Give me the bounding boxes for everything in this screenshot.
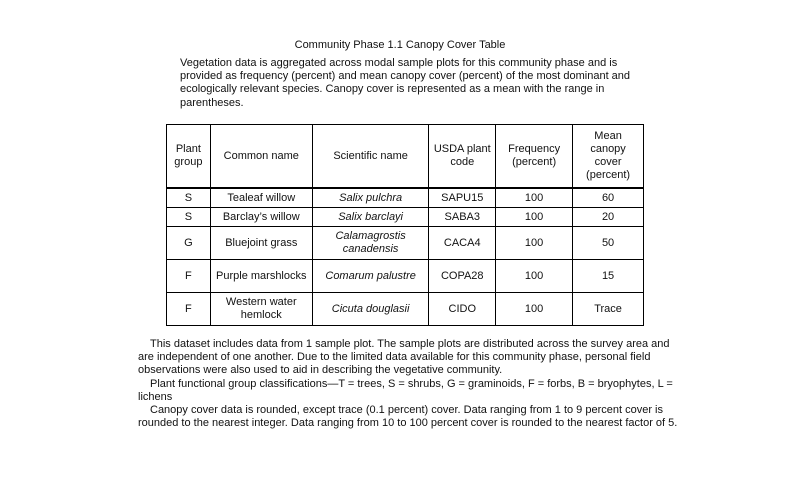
cell-common-name: Western water hemlock bbox=[210, 293, 312, 326]
cell-plant-group: S bbox=[167, 188, 211, 208]
cell-usda-code: SAPU15 bbox=[429, 188, 496, 208]
cell-scientific-name: Calamagrostis canadensis bbox=[312, 227, 429, 260]
cell-plant-group: F bbox=[167, 293, 211, 326]
cell-plant-group: F bbox=[167, 260, 211, 293]
header-usda-code: USDA plant code bbox=[429, 125, 496, 189]
cell-usda-code: COPA28 bbox=[429, 260, 496, 293]
cell-plant-group: G bbox=[167, 227, 211, 260]
cell-common-name: Tealeaf willow bbox=[210, 188, 312, 208]
cell-scientific-name: Cicuta douglasii bbox=[312, 293, 429, 326]
intro-paragraph: Vegetation data is aggregated across modal sample plots for this community phase and is provided as frequency (percent) and mean canopy cover (percent) of the most dominant and ecologically relevant species. Canopy cover is represented as a mean with the range in parentheses. bbox=[180, 57, 631, 109]
header-frequency: Frequency (percent) bbox=[496, 125, 573, 189]
cell-plant-group: S bbox=[167, 208, 211, 227]
table-header-row bbox=[167, 125, 644, 189]
cell-usda-code: SABA3 bbox=[429, 208, 496, 227]
cell-scientific-name: Salix barclayi bbox=[312, 208, 429, 227]
cell-frequency: 100 bbox=[496, 293, 573, 326]
canopy-cover-table bbox=[166, 124, 644, 326]
cell-common-name: Barclay’s willow bbox=[210, 208, 312, 227]
cell-usda-code: CACA4 bbox=[429, 227, 496, 260]
note-functional-groups: Plant functional group classifications—T = trees, S = shrubs, G = graminoids, F = forbs, B = bryophytes, L = lichens bbox=[138, 377, 673, 403]
table-row bbox=[167, 208, 644, 227]
note-sample-plots: This dataset includes data from 1 sample plot. The sample plots are distributed across the survey area and are independent of one another. Due to the limited data available for this community phase, personal field observations were also used to aid in describing the vegetative community. bbox=[138, 338, 670, 377]
table-notes bbox=[138, 338, 678, 430]
header-plant-group: Plant group bbox=[167, 125, 211, 189]
cell-mean-cover: 15 bbox=[573, 260, 644, 293]
header-mean-cover: Mean canopy cover (percent) bbox=[573, 125, 644, 189]
table-title: Community Phase 1.1 Canopy Cover Table bbox=[294, 39, 506, 51]
cell-mean-cover: 20 bbox=[573, 208, 644, 227]
note-rounding: Canopy cover data is rounded, except trace (0.1 percent) cover. Data ranging from 1 to 9 percent cover is rounded to the nearest integer. Data ranging from 10 to 100 percent cover is rounded to the nearest factor of 5. bbox=[138, 404, 678, 430]
cell-scientific-name: Salix pulchra bbox=[312, 188, 429, 208]
cell-mean-cover: 50 bbox=[573, 227, 644, 260]
table-row bbox=[167, 188, 644, 208]
table-row bbox=[167, 293, 644, 326]
cell-frequency: 100 bbox=[496, 188, 573, 208]
cell-scientific-name: Comarum palustre bbox=[312, 260, 429, 293]
cell-frequency: 100 bbox=[496, 260, 573, 293]
cell-mean-cover: 60 bbox=[573, 188, 644, 208]
cell-usda-code: CIDO bbox=[429, 293, 496, 326]
cell-mean-cover: Trace bbox=[573, 293, 644, 326]
header-common-name: Common name bbox=[210, 125, 312, 189]
cell-common-name: Bluejoint grass bbox=[210, 227, 312, 260]
cell-frequency: 100 bbox=[496, 208, 573, 227]
cell-common-name: Purple marshlocks bbox=[210, 260, 312, 293]
table-row bbox=[167, 227, 644, 260]
table-row bbox=[167, 260, 644, 293]
header-scientific-name: Scientific name bbox=[312, 125, 429, 189]
cell-frequency: 100 bbox=[496, 227, 573, 260]
